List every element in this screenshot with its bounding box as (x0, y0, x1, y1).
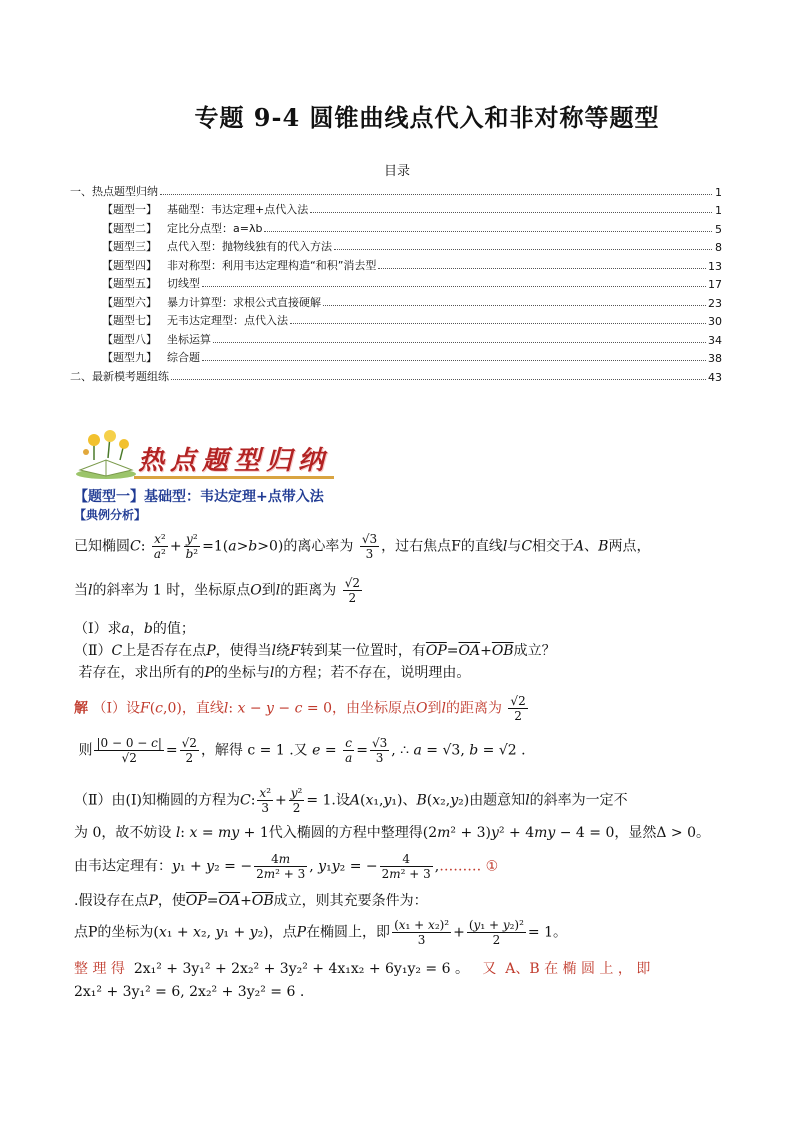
solution-line-8: 整 理 得 2x₁² + 3y₁² + 2x₂² + 3y₂² + 4x₁x₂ + 6y₁y₂ = 6 。 又 A、B 在 椭 圆 上 ， 即 (74, 961, 651, 977)
toc-leader (213, 342, 706, 343)
toc-leader (160, 194, 712, 195)
toc-entry-page: 34 (708, 333, 722, 347)
toc-leader (310, 212, 712, 213)
table-of-contents (70, 180, 722, 384)
toc-entry-tag: 【题型五】 (102, 277, 157, 290)
solution-line-5: 由韦达定理有：y₁ + y₂ = − $\frac{4m}{\text{2m² + 3}}$ , y₁y₂ = − $\frac{4}{\text{2m² + 3}}$ ,……… ① (74, 852, 499, 881)
toc-entry-label: 定比分点型：a=λb (167, 221, 263, 235)
solution-line-6: .假设存在点P，使$\overline{OP}=\overline{OA}+\overline{OB}$成立，则其充要条件为： (74, 893, 428, 909)
toc-entry-label: 切线型 (167, 277, 200, 290)
problem-q3: 若存在，求出所有的P的坐标与l的方程；若不存在，说明理由。 (78, 665, 471, 681)
toc-entry-page: 1 (715, 204, 722, 217)
solution-line-3: （Ⅱ）由(Ⅰ)知椭圆的方程为C: $\frac{\text{x²}}{3}$ + $\frac{\text{y²}}{2}$ = 1.设A(x₁,y₁)、B(x₂,y₂)由题意知l的斜率为一定不 (74, 786, 628, 815)
toc-entry-tag: 【题型四】 (102, 258, 157, 272)
toc-entry[interactable] (70, 328, 722, 347)
problem-q2: （Ⅱ）C上是否存在点P，使得当l绕F转到某一位置时，有$\overline{OP}=\overline{OA}+\overline{OB}$成立？ (74, 643, 556, 659)
toc-entry[interactable] (70, 236, 722, 255)
toc-leader (264, 231, 712, 232)
toc-entry-page: 5 (715, 222, 722, 236)
problem-line-2: 当l的斜率为 1 时，坐标原点O到l的距离为 $\frac{√2}{2}$ (74, 576, 360, 605)
toc-entry[interactable] (70, 180, 722, 199)
toc-entry-tag: 【题型一】 (102, 203, 157, 216)
toc-entry-label: 坐标运算 (167, 332, 211, 346)
toc-entry-label: 综合题 (167, 351, 200, 364)
toc-entry-page: 43 (708, 370, 722, 384)
toc-entry-page: 23 (708, 296, 722, 310)
toc-entry-page: 38 (708, 352, 722, 365)
toc-leader (323, 305, 706, 306)
toc-entry[interactable] (70, 291, 722, 310)
toc-entry-page: 17 (708, 278, 722, 291)
toc-entry-tag: 【题型九】 (102, 351, 157, 364)
toc-entry-label: 非对称型：利用韦达定理构造“和积”消去型 (167, 258, 377, 272)
toc-entry-label: 点代入型：抛物线独有的代入方法 (167, 240, 332, 253)
toc-entry-page: 13 (708, 259, 722, 273)
toc-entry-label: 暴力计算型：求根公式直接硬解 (167, 295, 321, 309)
toc-entry[interactable] (70, 347, 722, 366)
toc-entry[interactable] (70, 365, 722, 384)
banner-underline (134, 474, 394, 480)
toc-entry-tag: 【题型七】 (102, 314, 157, 327)
solution-line-2: 则 $\frac{|0 - 0 - c|}{√2}$ = $\frac{√2}{2}$ ，解得 c = 1 .又 e = $\frac{c}{a}$ = $\frac{√3}{3}$ , ∴ a = √3, b = √2 . (78, 736, 526, 765)
toc-entry[interactable] (70, 273, 722, 292)
toc-entry-label: 基础型：韦达定理+点代入法 (167, 203, 309, 216)
toc-entry-page: 30 (708, 315, 722, 328)
toc-entry-label: 无韦达定理型：点代入法 (167, 314, 288, 327)
toc-entry-label: 二、最新模考题组练 (70, 369, 169, 383)
banner-title: 热点题型归纳 (138, 446, 331, 476)
toc-entry-page: 1 (715, 185, 722, 199)
toc-leader (290, 323, 706, 324)
toc-leader (171, 379, 706, 380)
problem-q1: （Ⅰ）求a，b的值； (74, 621, 195, 637)
toc-entry[interactable] (70, 199, 722, 218)
toc-leader (378, 268, 706, 269)
solution-line-9: 2x₁² + 3y₁² = 6, 2x₂² + 3y₂² = 6 . (74, 984, 305, 1000)
toc-entry[interactable] (70, 310, 722, 329)
example-heading: 【典例分析】 (74, 508, 147, 522)
toc-leader (202, 286, 706, 287)
solution-line-7: 点P的坐标为(x₁ + x₂, y₁ + y₂)，点P在椭圆上，即 $\frac{\text{(x₁ + x₂)²}}{3}$ + $\frac{\text{(y₁ + y₂)²}}{2}$ = 1。 (74, 918, 568, 947)
toc-leader (202, 360, 706, 361)
toc-entry-tag: 【题型三】 (102, 240, 157, 253)
toc-entry[interactable] (70, 254, 722, 273)
solution-line-4: 为 0，故不妨设 l: x = my + 1代入椭圆的方程中整理得(2m² + 3)y² + 4my − 4 = 0，显然Δ > 0。 (74, 825, 711, 841)
toc-heading: 目录 (383, 164, 410, 179)
section-heading: 【题型一】基础型：韦达定理+点带入法 (74, 489, 324, 505)
solution-line-1: 解 （Ⅰ）设F(c,0)，直线l: x − y − c = 0，由坐标原点O到l的距离为 $\frac{√2}{2}$ (74, 694, 526, 723)
page-title: 专题 9-4 圆锥曲线点代入和非对称等题型 (194, 103, 660, 132)
book-flower-icon (74, 430, 144, 480)
toc-entry-tag: 【题型六】 (102, 295, 157, 309)
section-banner (74, 430, 334, 480)
toc-entry-label: 一、热点题型归纳 (70, 184, 158, 198)
toc-leader (334, 249, 712, 250)
problem-line-1: 已知椭圆C: $\frac{\text{x²}}{\text{a²}}$ + $\frac{\text{y²}}{\text{b²}}$ =1(a>b>0)的离心率为 $\frac{√3}{3}$ ，过右焦点F的直线l与C相交于A、B两点， (74, 532, 651, 561)
toc-entry[interactable] (70, 217, 722, 236)
toc-entry-tag: 【题型八】 (102, 332, 157, 346)
toc-entry-page: 8 (715, 241, 722, 254)
toc-entry-tag: 【题型二】 (102, 221, 157, 235)
